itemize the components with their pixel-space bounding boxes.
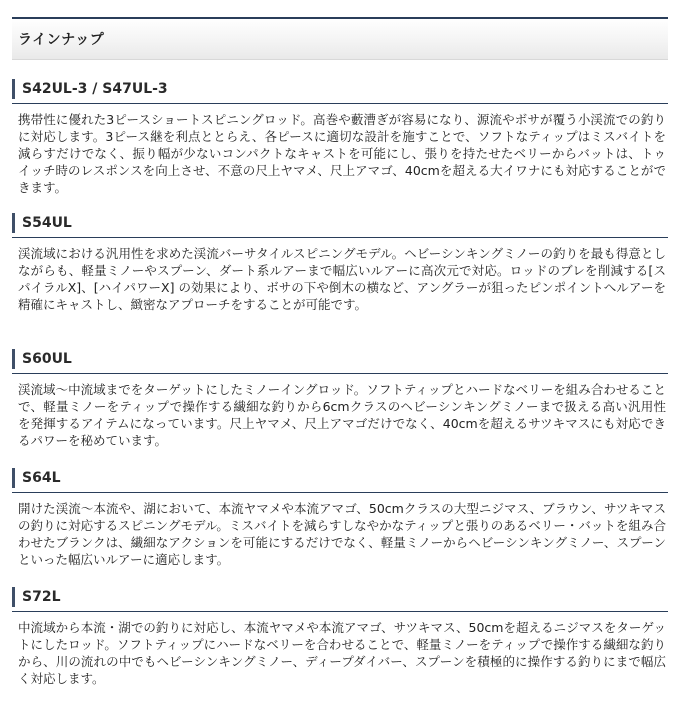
section-heading: S64L bbox=[12, 468, 668, 488]
section-s64l bbox=[12, 468, 668, 568]
section-s42ul-3 bbox=[12, 79, 668, 196]
section-heading: S42UL-3 / S47UL-3 bbox=[12, 79, 668, 99]
lineup-title-bar bbox=[12, 17, 668, 60]
section-s72l bbox=[12, 587, 668, 687]
section-heading: S72L bbox=[12, 587, 668, 607]
section-description: 渓流域～中流域までをターゲットにしたミノーイングロッド。ソフトティップとハードなベリーを組み合わせることで、軽量ミノーをティップで操作する繊細な釣りから6cmクラスのヘビーシンキングミノーまで扱える高い汎用性を発揮するアイテムになっています。尺上ヤマメ、尺上アマゴだけでなく、40cmを超えるサツキマスにも対応できるパワーを秘めています。 bbox=[18, 382, 666, 448]
section-divider bbox=[12, 103, 668, 104]
section-heading: S54UL bbox=[12, 213, 668, 233]
section-description: 携帯性に優れた3ピースショートスピニングロッド。高巻や藪漕ぎが容易になり、源流やボサが覆う小渓流での釣りに対応します。3ピース継を利点ととらえ、各ピースに適切な設計を施すことで、ソフトなティップはミスバイトを減らすだけでなく、振り幅が少ないコンパクトなキャストを可能にし、張りを持たせたベリーからバットは、トゥイッチ時のレスポンスを向上させ、不意の尺上ヤマメ、尺上アマゴ、40cmを超える大イワナにも対応することができます。 bbox=[18, 112, 666, 195]
section-heading: S60UL bbox=[12, 349, 668, 369]
section-divider bbox=[12, 492, 668, 493]
section-divider bbox=[12, 611, 668, 612]
section-description: 開けた渓流～本流や、湖において、本流ヤマメや本流アマゴ、50cmクラスの大型ニジマス、ブラウン、サツキマスの釣りに対応するスピニングモデル。ミスバイトを減らすしなやかなティップと張りのあるベリー・バットを組み合わせたブランクは、繊細なアクションを可能にするだけでなく、軽量ミノーからヘビーシンキングミノー、スプーンといった幅広いルアーに適応します。 bbox=[18, 501, 666, 567]
section-description: 中流域から本流・湖での釣りに対応し、本流ヤマメや本流アマゴ、サツキマス、50cmを超えるニジマスをターゲットにしたロッド。ソフトティップにハードなベリーを合わせることで、軽量ミノーをティップで操作する繊細な釣りから、川の流れの中でもヘビーシンキングミノー、ディープダイバー、スプーンを積極的に操作する釣りにまで幅広く対応します。 bbox=[18, 620, 666, 686]
section-s60ul bbox=[12, 349, 668, 449]
page-title: ラインナップ bbox=[18, 32, 105, 48]
lineup-page bbox=[12, 17, 668, 60]
section-s54ul bbox=[12, 213, 668, 313]
section-divider bbox=[12, 237, 668, 238]
section-divider bbox=[12, 373, 668, 374]
section-description: 渓流域における汎用性を求めた渓流バーサタイルスピニングモデル。ヘビーシンキングミノーの釣りを最も得意としながらも、軽量ミノーやスプーン、ダート系ルアーまで幅広いルアーに高次元で対応。ロッドのブレを削減する[スパイラルX]、[ハイパワーX] の効果により、ボサの下や倒木の横など、アングラーが狙ったピンポイントへルアーを精確にキャストし、緻密なアプローチをすることが可能です。 bbox=[18, 246, 666, 312]
